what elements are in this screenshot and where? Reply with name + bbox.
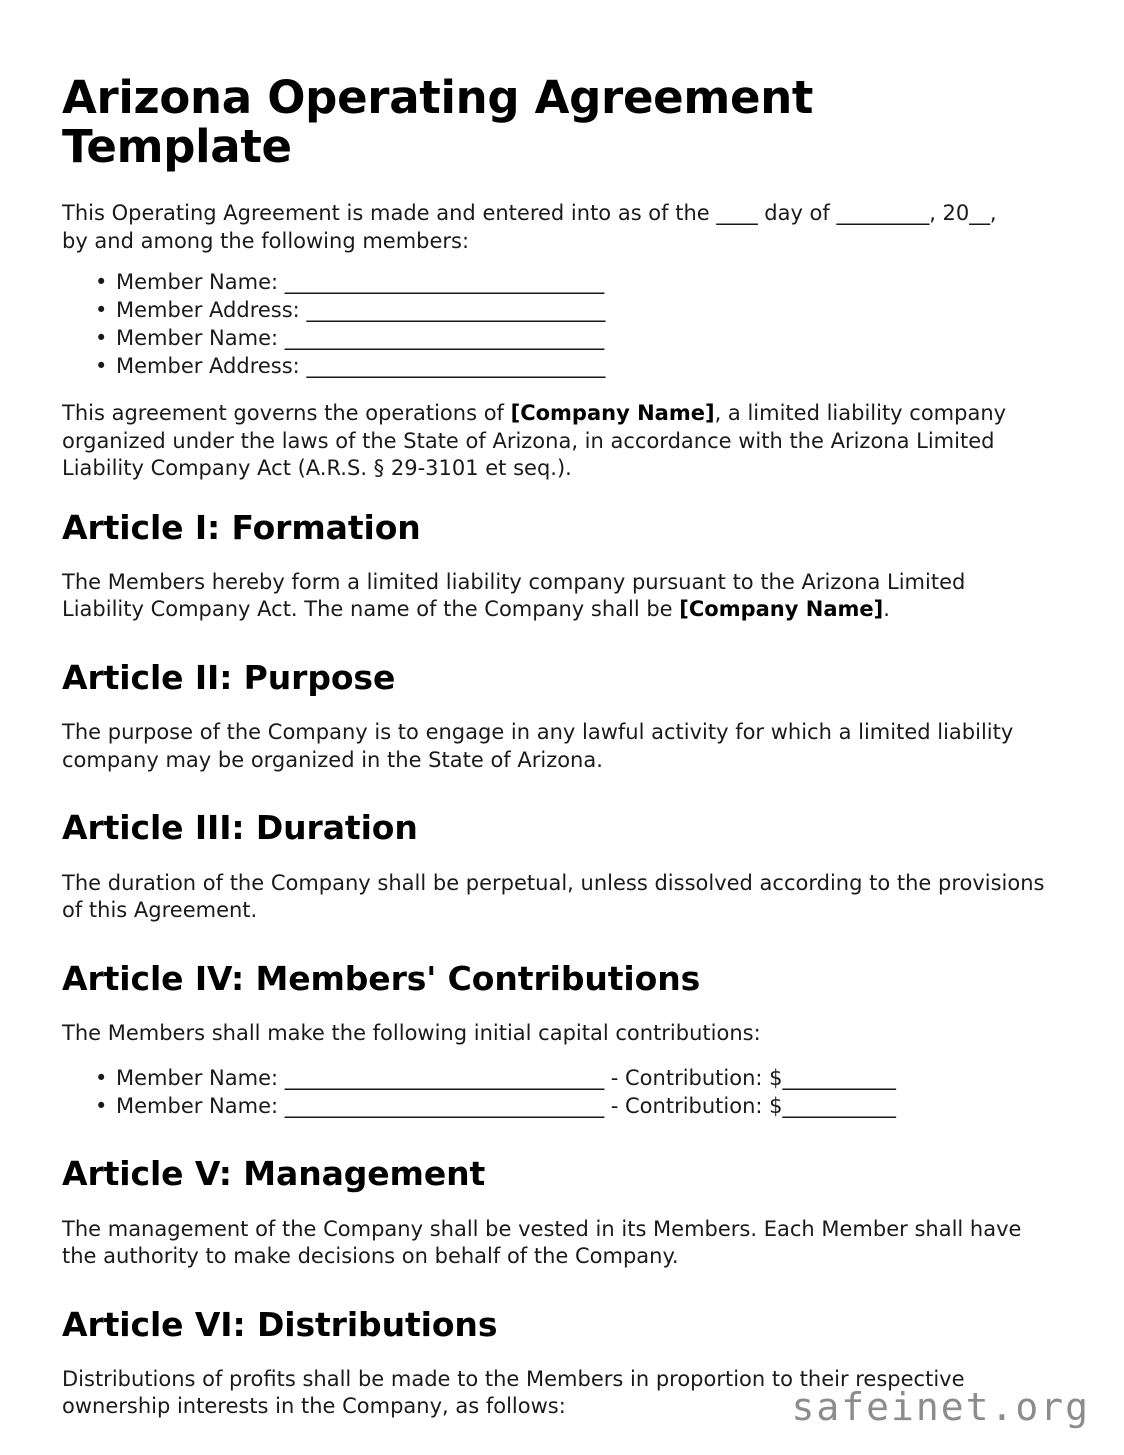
contribution-amount-blank: ___________ [782, 1066, 896, 1091]
list-item [62, 1092, 1047, 1120]
member-field-label: Member Name: [116, 270, 279, 295]
intro-text-d: , [989, 201, 997, 226]
article-body-vi: Distributions of profits shall be made to the Members in proportion to their respective ownership interests in the Company, as follows: [62, 1366, 965, 1419]
bullet-dot-icon: • [95, 298, 108, 323]
bullet-dot-icon: • [95, 1094, 108, 1119]
bullet-dot-icon: • [95, 270, 108, 295]
intro-day-blank: ____ [716, 201, 758, 226]
governing-text-a: This agreement governs the operations of [62, 401, 511, 426]
article-body-iii: The duration of the Company shall be perpetual, unless dissolved according to the provisions of this Agreement. [62, 870, 1045, 923]
governing-text-b: , a limited liability company organized under the laws of the State of Arizona, in accordance with the Arizona Limited Liability Company Act (A.R.S. § 29-3101 et seq.). [62, 401, 1007, 481]
bullet-dot-icon: • [95, 354, 108, 379]
article-heading-vi: Article VI: Distributions [62, 1304, 498, 1344]
article-heading-ii: Article II: Purpose [62, 657, 396, 697]
intro-year-blank: __ [969, 201, 990, 226]
page-title: Arizona Operating Agreement Template [62, 71, 814, 173]
list-item [62, 352, 1047, 380]
member-field-blank: _____________________________ [306, 354, 606, 379]
intro-text-a: This Operating Agreement is made and entered into as of the [62, 201, 717, 226]
contribution-amount-blank: ___________ [782, 1094, 896, 1119]
member-field-blank: _______________________________ [284, 326, 605, 351]
member-field-blank: _____________________________ [306, 298, 606, 323]
contribution-name-blank: _______________________________ [284, 1094, 605, 1119]
list-item [62, 1064, 1047, 1092]
article-body-iv: The Members shall make the following initial capital contributions: [62, 1020, 761, 1045]
member-list [62, 268, 1047, 380]
member-field-blank: _______________________________ [284, 270, 605, 295]
list-item [62, 268, 1047, 296]
intro-text-c: , 20 [929, 201, 970, 226]
intro-paragraph [62, 171, 1047, 255]
bullet-dot-icon: • [95, 326, 108, 351]
list-item [62, 296, 1047, 324]
member-field-label: Member Name: [116, 326, 279, 351]
intro-text-b: day of [757, 201, 837, 226]
article-body-v: The management of the Company shall be vested in its Members. Each Member shall have the authority to make decisions on behalf of the Company. [62, 1216, 1022, 1269]
watermark: safeinet.org [791, 1385, 1090, 1429]
contribution-name-label: Member Name: [116, 1094, 279, 1119]
article-heading-i: Article I: Formation [62, 507, 421, 547]
member-field-label: Member Address: [116, 354, 300, 379]
bullet-dot-icon: • [95, 1066, 108, 1091]
company-name-placeholder: [Company Name] [679, 597, 884, 622]
article-body-i [62, 569, 1047, 624]
company-name-placeholder: [Company Name] [510, 401, 715, 426]
article-heading-iv: Article IV: Members' Contributions [62, 958, 701, 998]
contribution-list [62, 1064, 1047, 1120]
list-item [62, 324, 1047, 352]
contribution-amount-label: - Contribution: $ [604, 1094, 783, 1119]
document-content [62, 0, 1047, 1421]
article-heading-v: Article V: Management [62, 1154, 486, 1194]
intro-text-line2: by and among the following members: [62, 228, 470, 253]
member-field-label: Member Address: [116, 298, 300, 323]
governing-paragraph [62, 400, 1047, 483]
article-i-text-a: The Members hereby form a limited liability company pursuant to the Arizona Limited Liability Company Act. The name of the Company shall be [62, 569, 966, 622]
contribution-name-label: Member Name: [116, 1066, 279, 1091]
contribution-amount-label: - Contribution: $ [604, 1066, 783, 1091]
contribution-name-blank: _______________________________ [284, 1066, 605, 1091]
article-i-text-b: . [883, 597, 890, 622]
intro-month-blank: _________ [836, 201, 930, 226]
article-body-ii: The purpose of the Company is to engage in any lawful activity for which a limited liability company may be organized in the State of Arizona. [62, 720, 1014, 772]
article-heading-iii: Article III: Duration [62, 808, 418, 848]
